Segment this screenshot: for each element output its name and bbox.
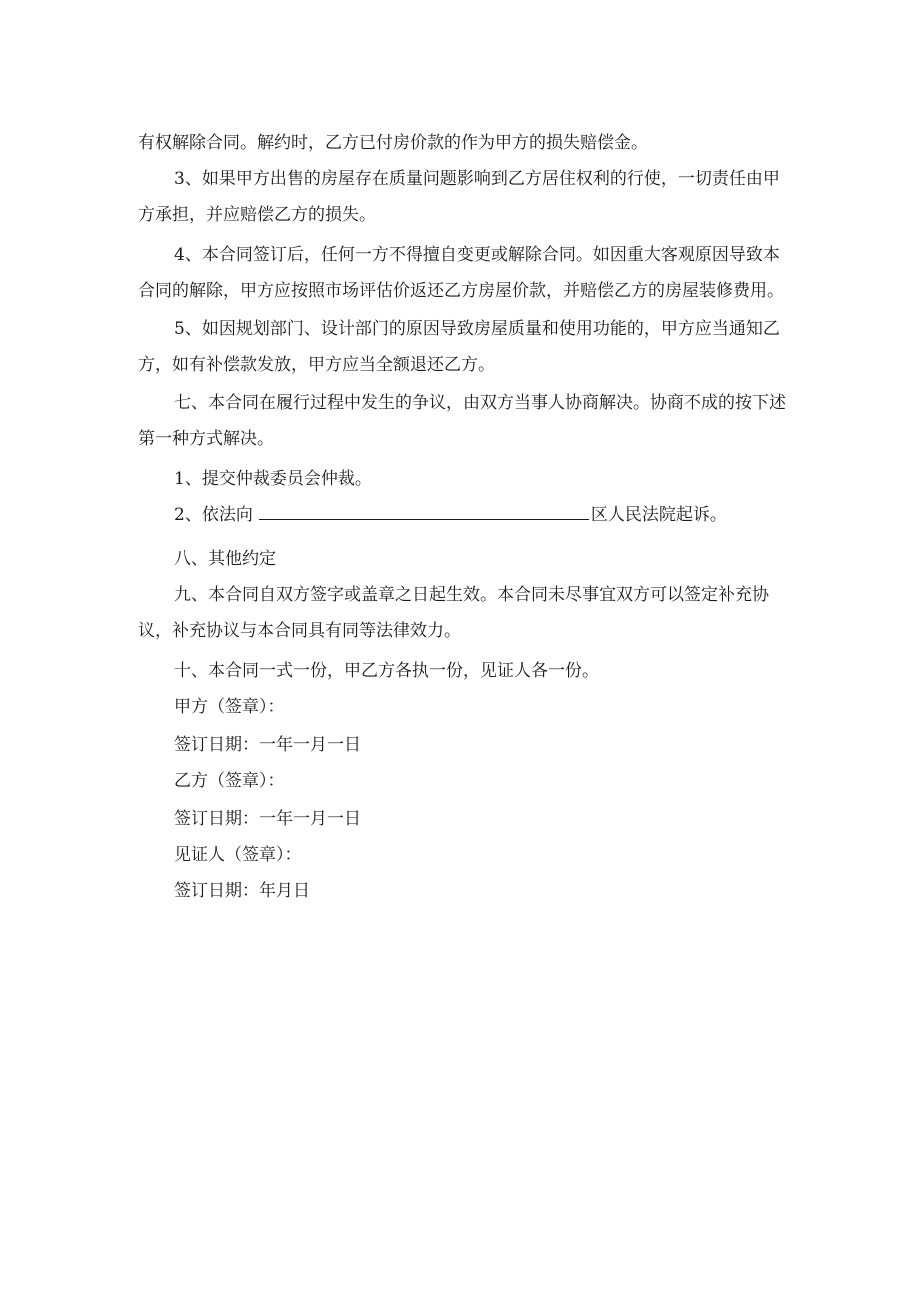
section-7-option-1: 1、提交仲裁委员会仲裁。 xyxy=(174,469,372,489)
option-2-prefix: 2、依法向 xyxy=(174,505,253,525)
court-name-blank xyxy=(259,497,589,520)
section-10: 十、本合同一式一份，甲乙方各执一份，见证人各一份。 xyxy=(174,661,599,681)
section-7: 七、本合同在履行过程中发生的争议，由双方当事人协商解决。协商不成的按下述第一种方式解决。 xyxy=(138,393,786,449)
clause-4: 4、本合同签订后，任何一方不得擅自变更或解除合同。如因重大客观原因导致本合同的解除，甲方应按照市场评估价返还乙方房屋价款，并赔偿乙方的房屋装修费用。 xyxy=(138,245,784,301)
party-a-date: 签订日期：一年一月一日 xyxy=(174,735,361,755)
section-7-option-2 xyxy=(174,497,727,533)
party-b-signature: 乙方（签章）： xyxy=(174,771,285,791)
section-9: 九、本合同自双方签字或盖章之日起生效。本合同未尽事宜双方可以签定补充协议，补充协议与本合同具有同等法律效力。 xyxy=(138,585,769,641)
party-a-signature: 甲方（签章）： xyxy=(174,697,285,717)
witness-date: 签订日期：年月日 xyxy=(174,881,310,901)
clause-3: 3、如果甲方出售的房屋存在质量问题影响到乙方居住权利的行使，一切责任由甲方承担，并应赔偿乙方的损失。 xyxy=(138,169,780,225)
section-8: 八、其他约定 xyxy=(174,549,276,569)
paragraph-continuation: 有权解除合同。解约时，乙方已付房价款的作为甲方的损失赔偿金。 xyxy=(138,133,648,153)
party-b-date: 签订日期：一年一月一日 xyxy=(174,809,361,829)
clause-5: 5、如因规划部门、设计部门的原因导致房屋质量和使用功能的，甲方应当通知乙方，如有补偿款发放，甲方应当全额退还乙方。 xyxy=(138,319,780,375)
option-2-suffix: 区人民法院起诉。 xyxy=(590,505,727,525)
witness-signature: 见证人（签章）： xyxy=(174,845,302,865)
